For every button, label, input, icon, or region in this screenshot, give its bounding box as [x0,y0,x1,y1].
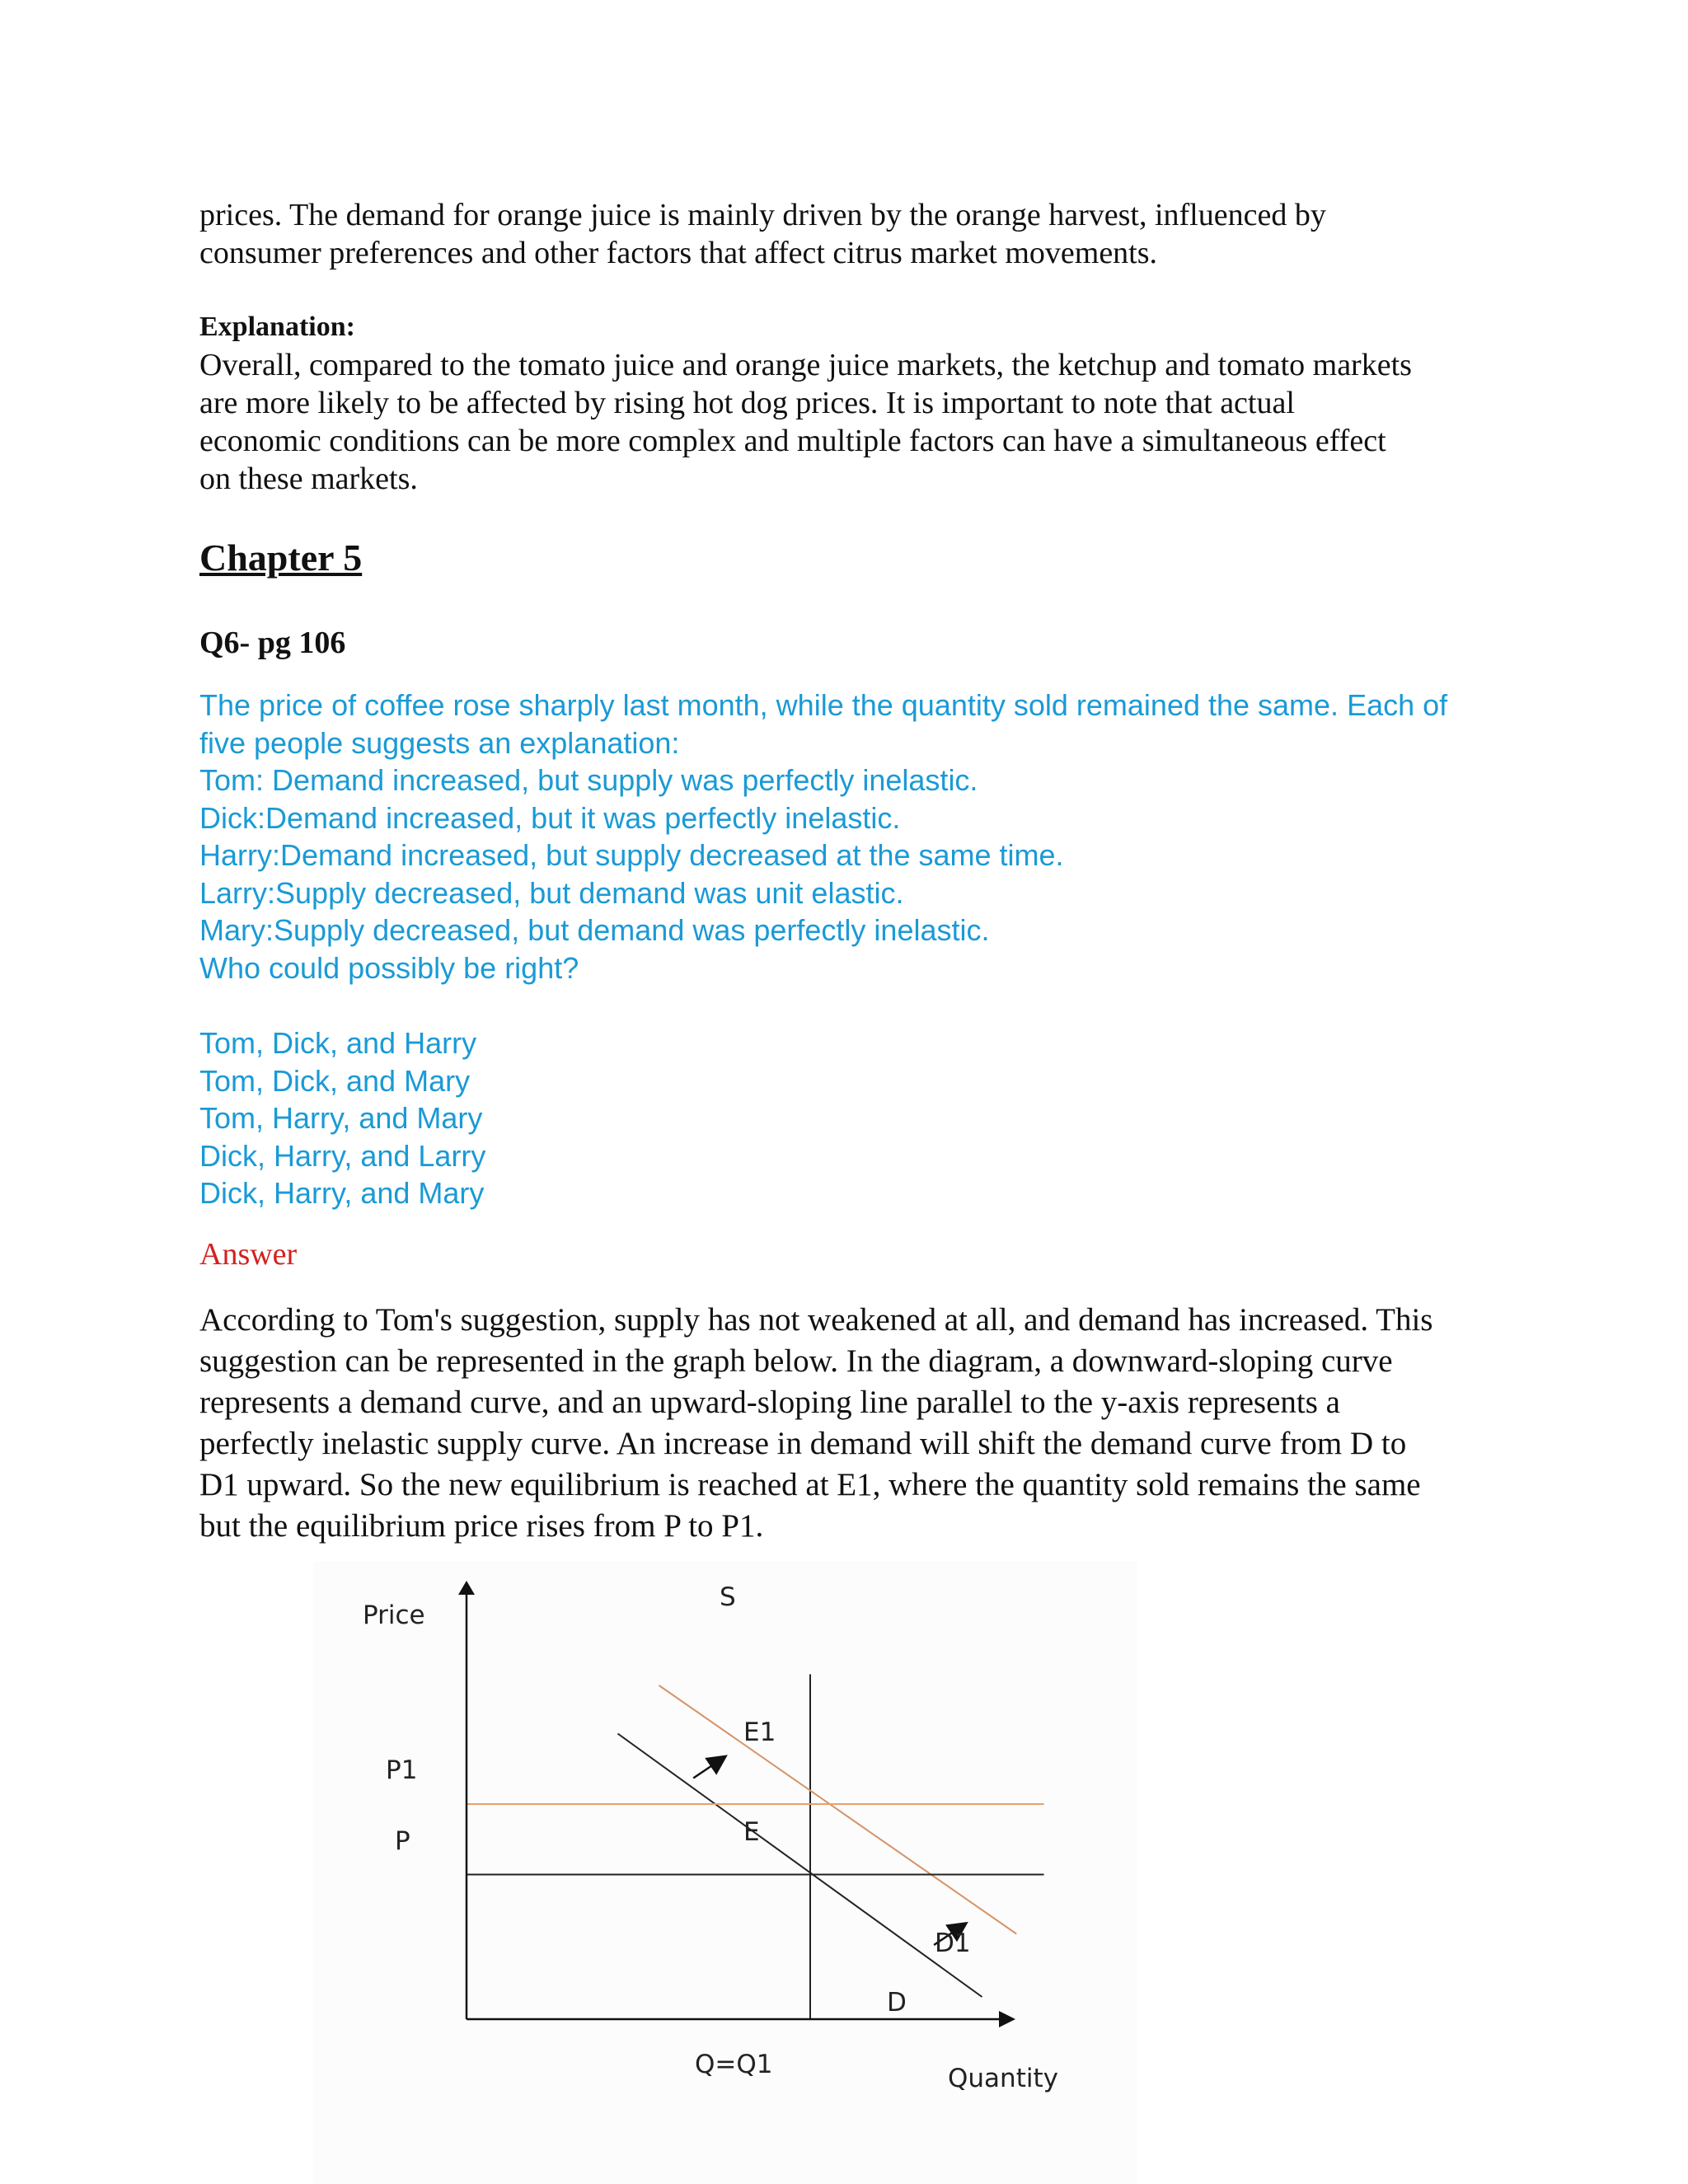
explanation-line: economic conditions can be more complex and multiple factors can have a simultaneous effect [199,424,1386,458]
answer-label: Answer [199,1237,298,1272]
option-item: Tom, Dick, and Harry [199,1026,477,1060]
option-item: Tom, Dick, and Mary [199,1063,471,1098]
supply-label: S [720,1582,736,1612]
explanation-line: are more likely to be affected by rising hot dog prices. It is important to note that actual [199,386,1295,420]
demand-label: D [887,1988,907,2018]
answer-line: suggestion can be represented in the graph below. In the diagram, a downward-sloping curve [199,1343,1393,1379]
question-heading: Q6- pg 106 [199,626,346,660]
shift-arrow-1 [693,1760,720,1779]
option-item: Tom, Harry, and Mary [199,1101,483,1135]
explanation-line: Overall, compared to the tomato juice and orange juice markets, the ketchup and tomato markets [199,348,1412,382]
quantity-label: Q=Q1 [695,2050,773,2079]
series-line-d1 [659,1685,1017,1934]
question-line: The price of coffee rose sharply last month, while the quantity sold remained the same. Each of [199,688,1448,722]
equilibrium-new-label: E1 [743,1718,776,1747]
answer-line: perfectly inelastic supply curve. An increase in demand will shift the demand curve from D to [199,1426,1407,1461]
demand-new-label: D1 [935,1929,971,1958]
price-label: P [395,1826,410,1856]
question-line: Dick:Demand increased, but it was perfectly inelastic. [199,800,901,835]
answer-line: According to Tom's suggestion, supply has not weakened at all, and demand has increased. This [199,1302,1433,1338]
option-item: Dick, Harry, and Larry [199,1138,486,1173]
x-axis-label: Quantity [948,2064,1058,2093]
question-line: Harry:Demand increased, but supply decreased at the same time. [199,838,1064,872]
intro-line: consumer preferences and other factors that affect citrus market movements. [199,236,1158,270]
y-axis-arrowhead [458,1581,475,1595]
question-line: five people suggests an explanation: [199,725,680,760]
option-item: Dick, Harry, and Mary [199,1176,485,1210]
answer-line: but the equilibrium price rises from P to P1. [199,1508,764,1544]
explanation-line: on these markets. [199,462,418,496]
series-line-d [617,1734,982,1998]
x-axis-arrowhead [999,2011,1015,2027]
answer-line: D1 upward. So the new equilibrium is reached at E1, where the quantity sold remains the same [199,1467,1421,1502]
question-line: Larry:Supply decreased, but demand was unit elastic. [199,875,904,910]
y-axis-label: Price [363,1601,425,1630]
explanation-label: Explanation: [199,312,355,342]
intro-line: prices. The demand for orange juice is mainly driven by the orange harvest, influenced by [199,198,1326,232]
question-line: Mary:Supply decreased, but demand was perfectly inelastic. [199,913,990,947]
question-line: Who could possibly be right? [199,950,579,985]
price-new-label: P1 [386,1755,418,1785]
question-line: Tom: Demand increased, but supply was perfectly inelastic. [199,763,978,797]
chapter-title: Chapter 5 [199,537,363,579]
equilibrium-label: E [743,1817,760,1847]
answer-line: represents a demand curve, and an upward-sloping line parallel to the y-axis represents a [199,1385,1340,1420]
